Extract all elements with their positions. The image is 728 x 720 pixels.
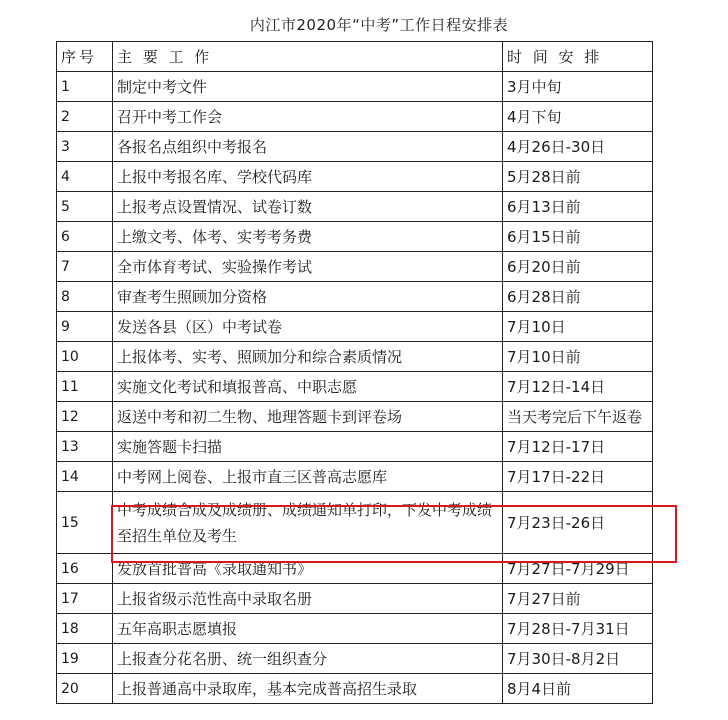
row-task: 五年高职志愿填报 bbox=[113, 614, 503, 644]
header-task: 主 要 工 作 bbox=[113, 42, 503, 72]
table-row bbox=[57, 432, 653, 462]
row-time: 7月12日-14日 bbox=[503, 372, 653, 402]
row-time: 7月12日-17日 bbox=[503, 432, 653, 462]
row-time: 7月17日-22日 bbox=[503, 462, 653, 492]
row-number: 7 bbox=[57, 252, 113, 282]
table-row bbox=[57, 102, 653, 132]
header-time: 时 间 安 排 bbox=[503, 42, 653, 72]
row-task: 召开中考工作会 bbox=[113, 102, 503, 132]
row-task: 制定中考文件 bbox=[113, 72, 503, 102]
row-number: 14 bbox=[57, 462, 113, 492]
table-row bbox=[57, 584, 653, 614]
table-row bbox=[57, 252, 653, 282]
table-header-row bbox=[57, 42, 653, 72]
table-row bbox=[57, 644, 653, 674]
row-number: 19 bbox=[57, 644, 113, 674]
row-task: 各报名点组织中考报名 bbox=[113, 132, 503, 162]
row-number: 9 bbox=[57, 312, 113, 342]
row-number: 1 bbox=[57, 72, 113, 102]
row-number: 20 bbox=[57, 674, 113, 704]
table-row bbox=[57, 132, 653, 162]
row-number: 4 bbox=[57, 162, 113, 192]
table-row bbox=[57, 162, 653, 192]
table-body bbox=[57, 72, 653, 704]
row-time: 3月中旬 bbox=[503, 72, 653, 102]
row-time: 6月20日前 bbox=[503, 252, 653, 282]
row-number: 18 bbox=[57, 614, 113, 644]
row-time: 7月27日-7月29日 bbox=[503, 554, 653, 584]
table-row bbox=[57, 222, 653, 252]
row-time: 7月30日-8月2日 bbox=[503, 644, 653, 674]
row-task: 实施答题卡扫描 bbox=[113, 432, 503, 462]
row-number: 5 bbox=[57, 192, 113, 222]
row-number: 10 bbox=[57, 342, 113, 372]
table-row bbox=[57, 492, 653, 554]
table-row bbox=[57, 462, 653, 492]
table-row bbox=[57, 282, 653, 312]
row-task: 实施文化考试和填报普高、中职志愿 bbox=[113, 372, 503, 402]
table-row bbox=[57, 402, 653, 432]
row-time: 4月下旬 bbox=[503, 102, 653, 132]
header-no: 序号 bbox=[57, 42, 113, 72]
row-number: 15 bbox=[57, 492, 113, 554]
row-task: 中考网上阅卷、上报市直三区普高志愿库 bbox=[113, 462, 503, 492]
page-title: 内江市2020年“中考”工作日程安排表 bbox=[249, 16, 509, 34]
table-row bbox=[57, 192, 653, 222]
row-task: 上报查分花名册、统一组织查分 bbox=[113, 644, 503, 674]
row-task: 发送各县（区）中考试卷 bbox=[113, 312, 503, 342]
row-task: 上报中考报名库、学校代码库 bbox=[113, 162, 503, 192]
row-task: 返送中考和初二生物、地理答题卡到评卷场 bbox=[113, 402, 503, 432]
row-time: 4月26日-30日 bbox=[503, 132, 653, 162]
row-task: 上报省级示范性高中录取名册 bbox=[113, 584, 503, 614]
row-task: 上缴文考、体考、实考考务费 bbox=[113, 222, 503, 252]
row-number: 13 bbox=[57, 432, 113, 462]
row-time: 8月4日前 bbox=[503, 674, 653, 704]
row-number: 6 bbox=[57, 222, 113, 252]
row-time: 7月28日-7月31日 bbox=[503, 614, 653, 644]
table-row bbox=[57, 72, 653, 102]
row-number: 12 bbox=[57, 402, 113, 432]
row-time: 6月13日前 bbox=[503, 192, 653, 222]
row-task: 上报考点设置情况、试卷订数 bbox=[113, 192, 503, 222]
table-row bbox=[57, 674, 653, 704]
table-row bbox=[57, 614, 653, 644]
table-row bbox=[57, 372, 653, 402]
table-row bbox=[57, 342, 653, 372]
row-task: 上报体考、实考、照顾加分和综合素质情况 bbox=[113, 342, 503, 372]
row-number: 11 bbox=[57, 372, 113, 402]
row-time: 7月23日-26日 bbox=[503, 492, 653, 554]
schedule-table bbox=[56, 41, 653, 704]
row-number: 2 bbox=[57, 102, 113, 132]
row-number: 3 bbox=[57, 132, 113, 162]
table-row bbox=[57, 312, 653, 342]
row-task: 发放首批普高《录取通知书》 bbox=[113, 554, 503, 584]
row-time: 5月28日前 bbox=[503, 162, 653, 192]
row-task: 审查考生照顾加分资格 bbox=[113, 282, 503, 312]
table-row bbox=[57, 554, 653, 584]
row-task: 全市体育考试、实验操作考试 bbox=[113, 252, 503, 282]
row-time: 7月10日前 bbox=[503, 342, 653, 372]
row-number: 16 bbox=[57, 554, 113, 584]
row-time: 7月27日前 bbox=[503, 584, 653, 614]
row-task: 中考成绩合成及成绩册、成绩通知单打印，下发中考成绩至招生单位及考生 bbox=[113, 492, 503, 554]
row-time: 7月10日 bbox=[503, 312, 653, 342]
row-number: 17 bbox=[57, 584, 113, 614]
row-number: 8 bbox=[57, 282, 113, 312]
row-task: 上报普通高中录取库，基本完成普高招生录取 bbox=[113, 674, 503, 704]
row-time: 当天考完后下午返卷 bbox=[503, 402, 653, 432]
row-time: 6月28日前 bbox=[503, 282, 653, 312]
row-time: 6月15日前 bbox=[503, 222, 653, 252]
